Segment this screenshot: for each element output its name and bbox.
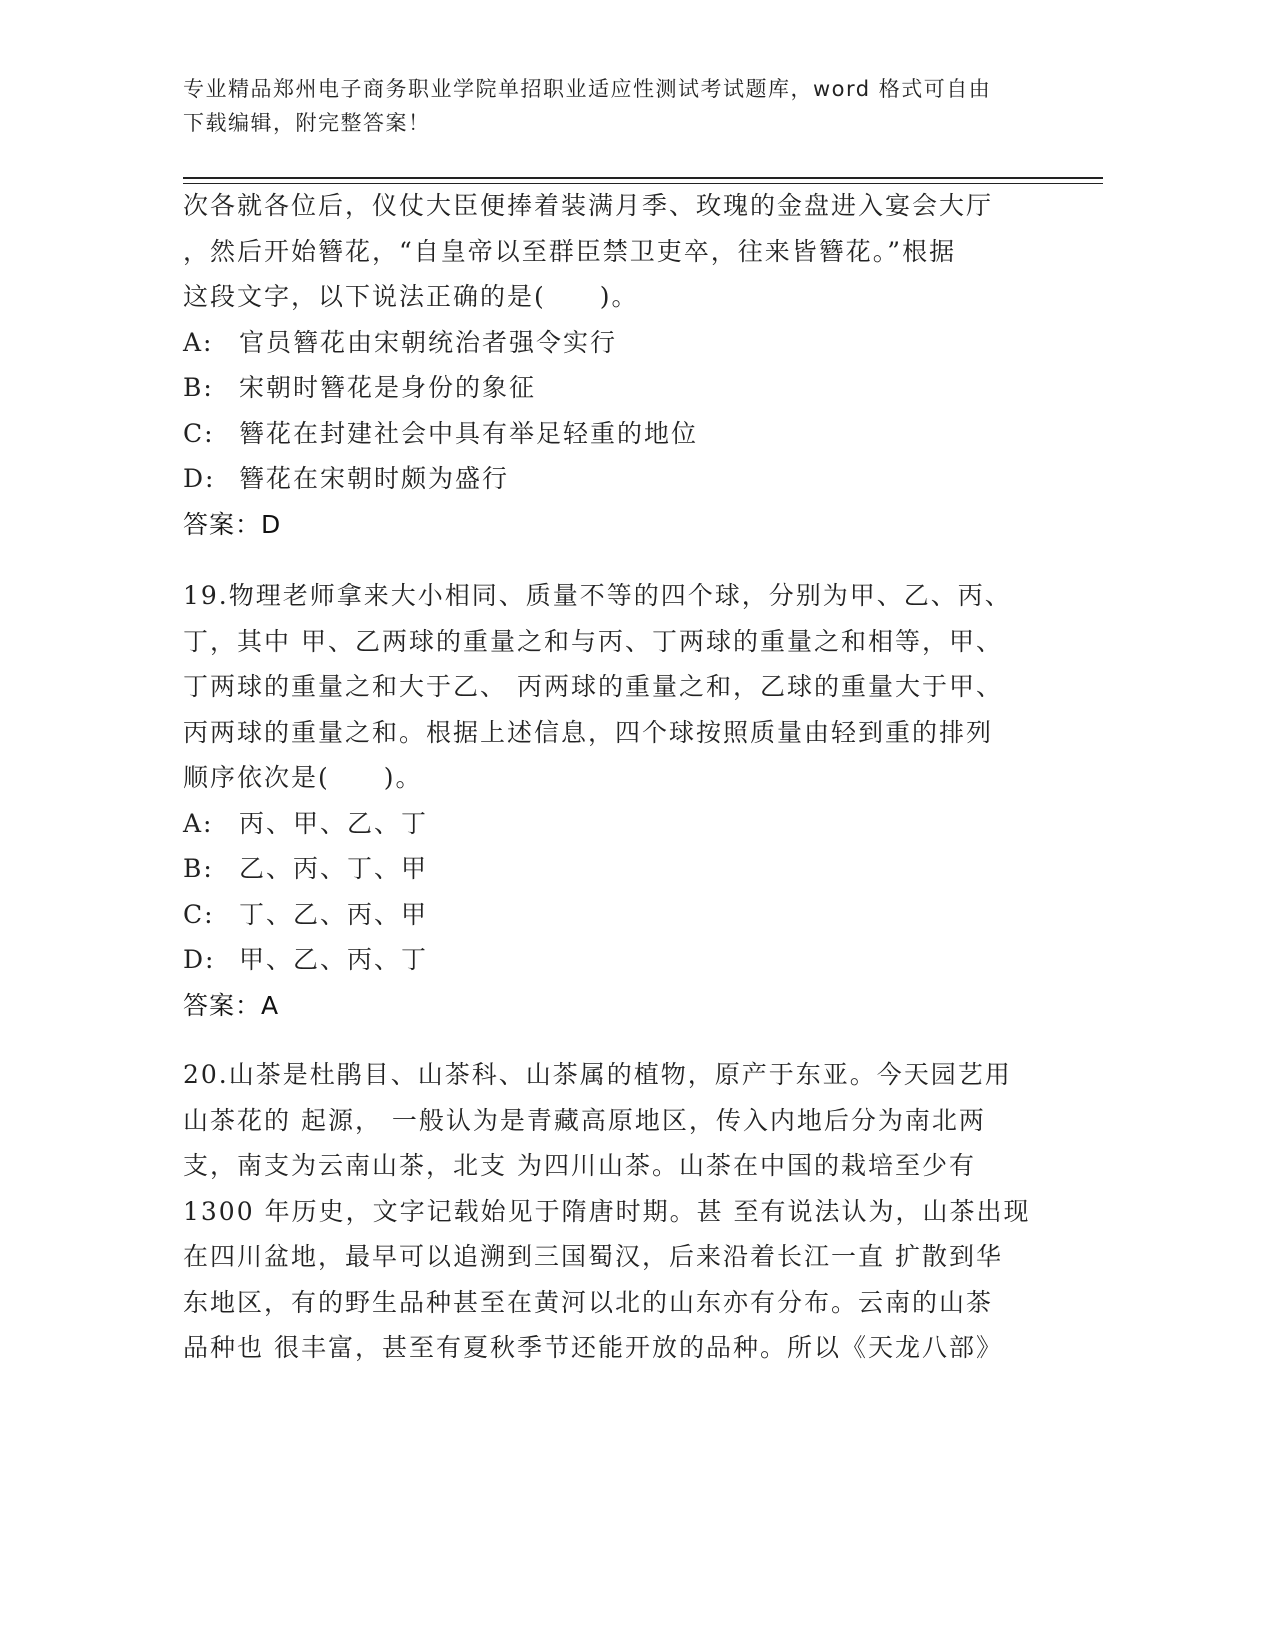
- question-text-line: ，然后开始簪花，“自皇帝以至群臣禁卫吏卒，往来皆簪花。”根据: [183, 236, 957, 266]
- question-text-line: 品种也 很丰富，甚至有夏秋季节还能开放的品种。所以《天龙八部》: [183, 1333, 1003, 1362]
- option-letter: C:: [183, 899, 215, 929]
- question-text-line: 20.山茶是杜鹃目、山茶科、山茶属的植物，原产于东亚。今天园艺用: [183, 1060, 1012, 1089]
- option-letter: D:: [183, 464, 216, 493]
- header-line-2: 下载编辑，附完整答案！: [183, 111, 431, 135]
- option-text: 簪花在宋朝时颇为盛行: [239, 464, 510, 493]
- option-c: [183, 411, 1083, 457]
- question-text-line: 顺序依次是( )。: [183, 763, 423, 792]
- question-19: [183, 573, 1083, 1028]
- option-text: 簪花在封建社会中具有举足轻重的地位: [239, 418, 699, 448]
- question-text-line: 19.物理老师拿来大小相同、质量不等的四个球，分别为甲、乙、丙、: [183, 581, 1012, 610]
- option-letter: D:: [183, 945, 216, 974]
- question-text-line: 1300 年历史，文字记载始见于隋唐时期。甚 至有说法认为，山茶出现: [183, 1196, 1031, 1226]
- question-text-line: 东地区，有的野生品种甚至在黄河以北的山东亦有分布。云南的山茶: [183, 1287, 994, 1317]
- option-text: 官员簪花由宋朝统治者强令实行: [239, 327, 618, 357]
- option-a: [183, 320, 1083, 366]
- option-text: 甲、乙、丙、丁: [239, 945, 429, 974]
- header-line-1: 专业精品郑州电子商务职业学院单招职业适应性测试考试题库，word 格式可自由: [183, 77, 992, 101]
- answer-line: 答案：A: [183, 990, 280, 1020]
- option-d: [183, 937, 1083, 983]
- question-text-line: 丙两球的重量之和。根据上述信息，四个球按照质量由轻到重的排列: [183, 717, 994, 747]
- option-letter: B:: [183, 854, 214, 883]
- option-text: 丁、乙、丙、甲: [239, 899, 429, 929]
- question-text-line: 支，南支为云南山茶，北支 为四川山茶。山茶在中国的栽培至少有: [183, 1151, 976, 1180]
- option-letter: A:: [183, 327, 214, 357]
- question-text-line: 山茶花的 起源， 一般认为是青藏高原地区，传入内地后分为南北两: [183, 1105, 986, 1135]
- question-text-line: 在四川盆地，最早可以追溯到三国蜀汉，后来沿着长江一直 扩散到华: [183, 1242, 1003, 1271]
- option-d: [183, 456, 1083, 502]
- answer-line: 答案：D: [183, 509, 282, 539]
- option-letter: B:: [183, 373, 214, 402]
- option-text: 丙、甲、乙、丁: [239, 808, 429, 838]
- header-divider-thick: [183, 177, 1103, 179]
- option-letter: A:: [183, 808, 214, 838]
- option-text: 宋朝时簪花是身份的象征: [239, 373, 537, 402]
- question-text-line: 丁两球的重量之和大于乙、 丙两球的重量之和，乙球的重量大于甲、: [183, 672, 1003, 701]
- option-a: [183, 801, 1083, 847]
- question-20: [183, 1052, 1083, 1371]
- option-letter: C:: [183, 418, 215, 448]
- question-text-line: 这段文字，以下说法正确的是( )。: [183, 282, 639, 311]
- option-b: [183, 365, 1083, 411]
- page-header: [183, 72, 1083, 140]
- option-b: [183, 846, 1083, 892]
- option-c: [183, 892, 1083, 938]
- question-18: [183, 183, 1083, 547]
- question-text-line: 次各就各位后，仪仗大臣便捧着装满月季、玫瑰的金盘进入宴会大厅: [183, 191, 994, 220]
- question-text-line: 丁，其中 甲、乙两球的重量之和与丙、丁两球的重量之和相等，甲、: [183, 626, 1003, 656]
- option-text: 乙、丙、丁、甲: [239, 854, 429, 883]
